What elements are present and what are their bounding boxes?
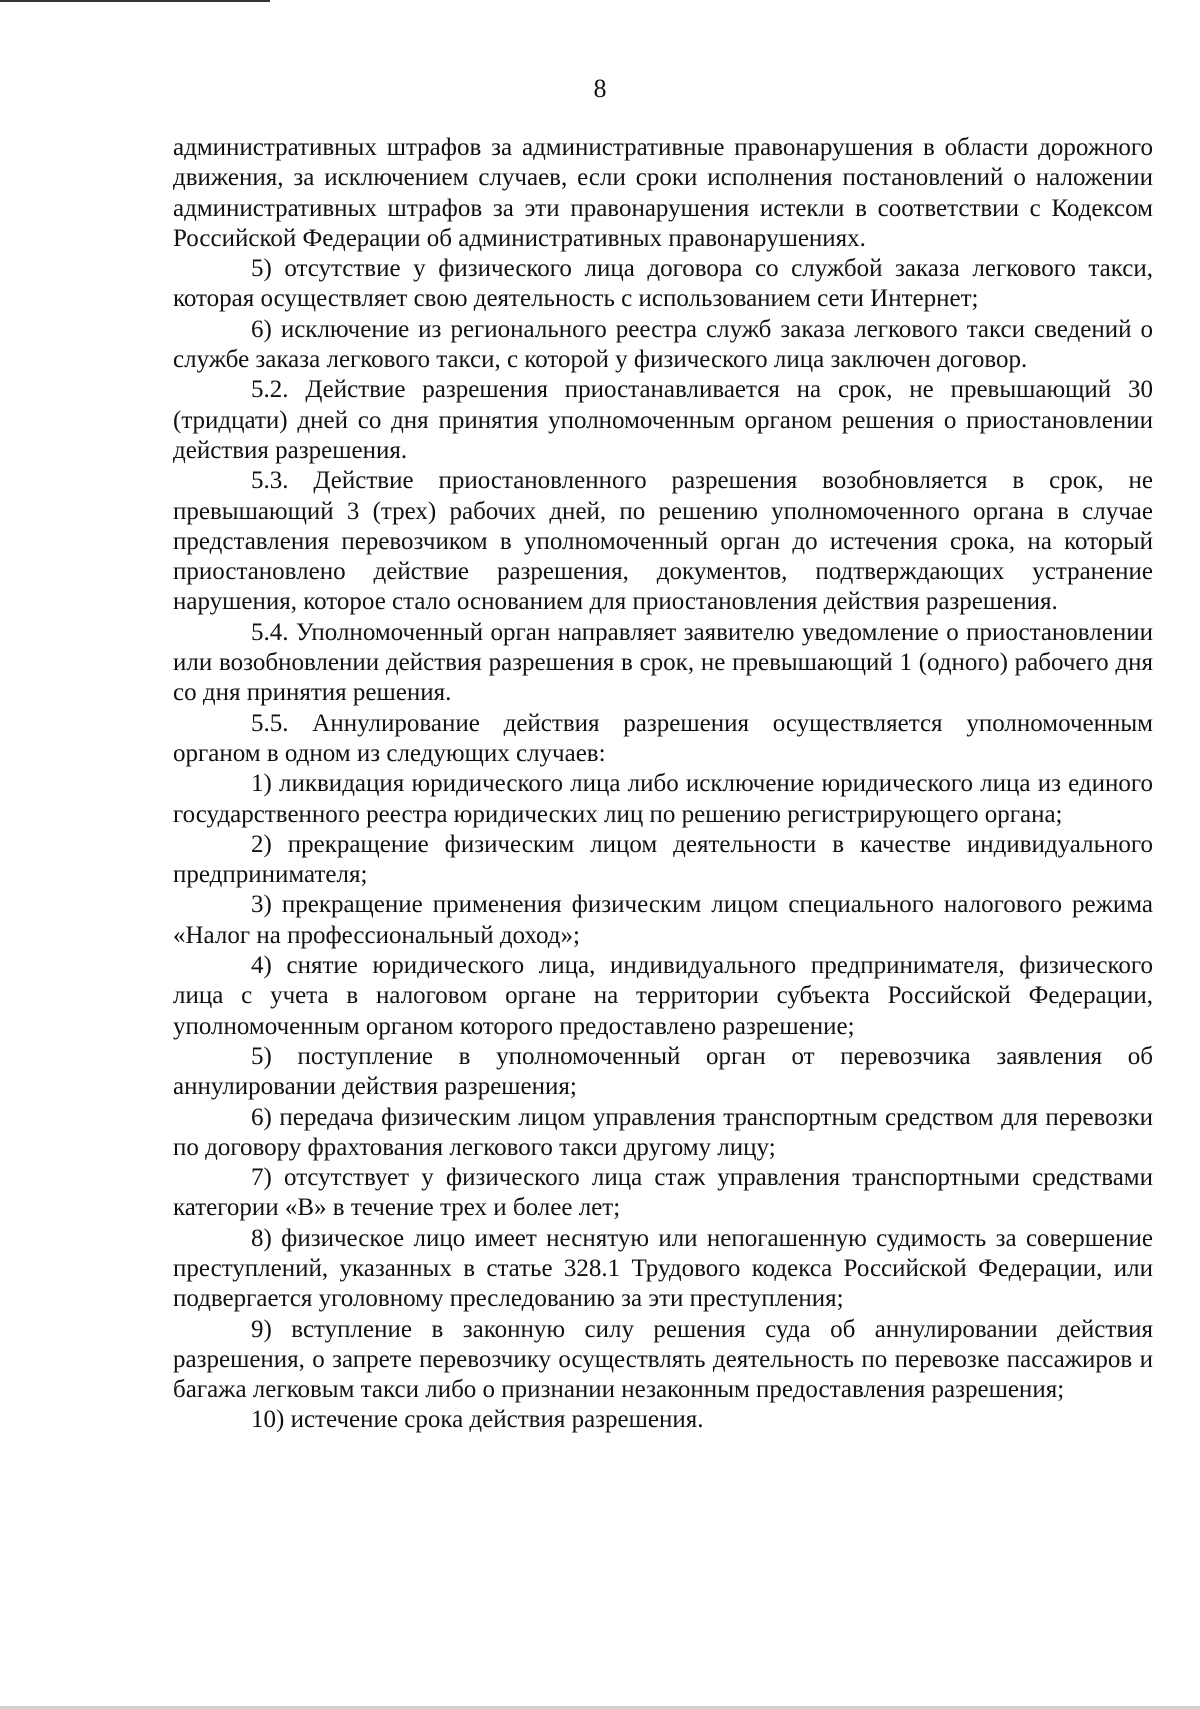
paragraph-section-5-3: 5.3. Действие приостановленного разрешения возобновляется в срок, не превышающий 3 (трех) рабочих дней, по решению уполномоченного органа в случае представления перевозчиком в уполномоченный орган до истечения срока, на который приостановлено действие разрешения, документов, подтверждающих устранение нарушения, которое стало основанием для приостановления действия разрешения. [173, 467, 1153, 616]
paragraph-item-6: 6) исключение из регионального реестра служб заказа легкового такси сведений о службе заказа легкового такси, с которой у физического лица заключен договор. [173, 315, 1153, 374]
paragraph-annul-item-5: 5) поступление в уполномоченный орган от перевозчика заявления об аннулировании действия разрешения; [173, 1042, 1153, 1101]
page-number: 8 [593, 74, 607, 103]
paragraph-annul-item-10: 10) истечение срока действия разрешения. [251, 1406, 704, 1434]
paragraph-annul-item-7: 7) отсутствует у физического лица стаж управления транспортными средствами категории «В» в течение трех и более лет; [173, 1164, 1153, 1222]
paragraph-annul-item-6: 6) передача физическим лицом управления транспортным средством для перевозки по договору фрахтования легкового такси другому лицу; [173, 1103, 1153, 1161]
document-body [173, 133, 1153, 1436]
paragraph-annul-item-3: 3) прекращение применения физическим лицом специального налогового режима «Налог на профессиональный доход»; [173, 891, 1153, 949]
paragraph-annul-item-1: 1) ликвидация юридического лица либо исключение юридического лица из единого государственного реестра юридических лиц по решению регистрирующего органа; [173, 770, 1153, 828]
paragraph-annul-item-9: 9) вступление в законную силу решения суда об аннулировании действия разрешения, о запрете перевозчику осуществлять деятельность по перевозке пассажиров и багажа легковым такси либо о признании незаконным предоставления разрешения; [173, 1315, 1153, 1404]
paragraph-section-5-2: 5.2. Действие разрешения приостанавливается на срок, не превышающий 30 (тридцати) дней со дня принятия уполномоченным органом решения о приостановлении действия разрешения. [173, 376, 1153, 464]
paragraph-section-5-5: 5.5. Аннулирование действия разрешения осуществляется уполномоченным органом в одном из следующих случаев: [173, 709, 1153, 767]
paragraph-item-5: 5) отсутствие у физического лица договора со службой заказа легкового такси, которая осуществляет свою деятельность с использованием сети Интернет; [173, 255, 1153, 313]
paragraph-annul-item-8: 8) физическое лицо имеет неснятую или непогашенную судимость за совершение преступлений, указанных в статье 328.1 Трудового кодекса Российской Федерации, или подвергается уголовному преследованию за эти преступления; [173, 1224, 1153, 1313]
paragraph-section-5-4: 5.4. Уполномоченный орган направляет заявителю уведомление о приостановлении или возобновлении действия разрешения в срок, не превышающий 1 (одного) рабочего дня со дня принятия решения. [173, 618, 1153, 707]
top-edge-rule [0, 0, 270, 2]
paragraph-annul-item-4: 4) снятие юридического лица, индивидуального предпринимателя, физического лица с учета в налоговом органе на территории субъекта Российской Федерации, уполномоченным органом которого предоставлено разрешение; [173, 952, 1153, 1040]
paragraph-annul-item-2: 2) прекращение физическим лицом деятельности в качестве индивидуального предпринимателя; [173, 830, 1153, 889]
paragraph-continuation: административных штрафов за административные правонарушения в области дорожного движения, за исключением случаев, если сроки исполнения постановлений о наложении административных штрафов за эти правонарушения истекли в соответствии с Кодексом Российской Федерации об административных правонарушениях. [173, 134, 1153, 252]
